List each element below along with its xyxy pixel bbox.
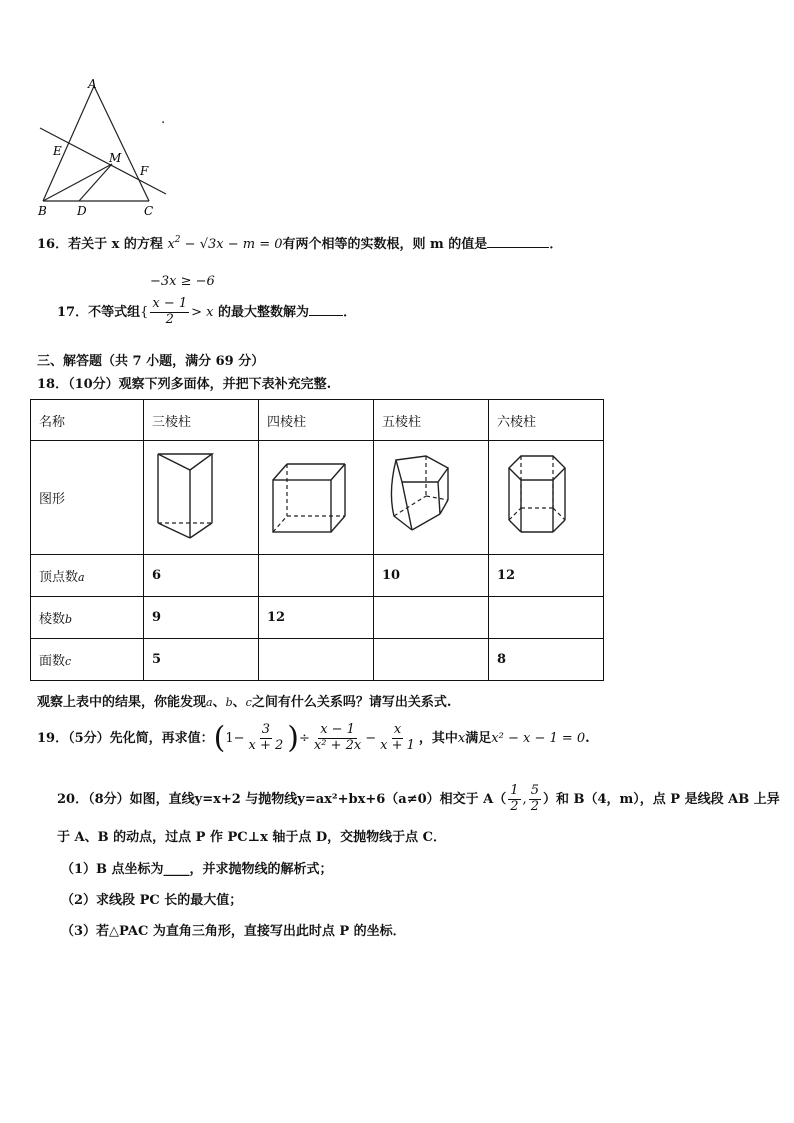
- faces-cell: 5: [144, 639, 259, 681]
- q20-part-2: （2）求线段 PC 长的最大值；: [61, 893, 243, 908]
- q17-end: ．: [343, 304, 357, 320]
- polyhedra-table: [30, 399, 604, 681]
- q20-line-2: 于 A、B 的动点，过点 P 作 PC⊥x 轴于点 D，交抛物线于点 C．: [57, 830, 447, 845]
- header-triangular-prism: 三棱柱: [144, 400, 259, 441]
- q17-text-a: 不等式组: [88, 304, 141, 320]
- q20-part-3: （3）若△PAC 为直角三角形，直接写出此时点 P 的坐标．: [61, 924, 406, 939]
- var-b: b: [65, 613, 73, 626]
- question-16: [37, 233, 562, 252]
- cell-triangular-prism: [144, 441, 259, 555]
- vertices-cell: 10: [374, 555, 489, 597]
- q16-eq-x: x: [167, 237, 175, 252]
- label-c: C: [144, 204, 154, 218]
- q17-top-inequality: −3x ≥ −6: [150, 274, 215, 289]
- segment-dm: [79, 164, 112, 201]
- q17-brace: {: [140, 304, 149, 320]
- stray-dot: .: [161, 112, 166, 127]
- header-pentagonal-prism: 五棱柱: [374, 400, 489, 441]
- q16-eq-tail: x − m = 0: [216, 237, 283, 252]
- faces-cell-blank[interactable]: [374, 639, 489, 681]
- q16-text-b: 有两个相等的实数根，则 m 的值是: [282, 237, 488, 252]
- q17-text-b: 的最大整数解为: [218, 304, 310, 320]
- q17-frac-den: 2: [165, 311, 174, 327]
- q20-text-a: 20．（8分）如图，直线y=x+2 与抛物线y=ax²+bx+6（a≠0）相交于 A（: [57, 791, 507, 807]
- q16-answer-blank[interactable]: [487, 247, 549, 248]
- label-e: E: [53, 144, 62, 158]
- edges-cell: 9: [144, 597, 259, 639]
- line-ef: [40, 128, 166, 194]
- var-c: c: [65, 655, 72, 668]
- q16-eq-exp: 2: [174, 235, 181, 245]
- label-d: D: [77, 204, 87, 218]
- question-17: [57, 297, 356, 328]
- section-heading: 三、解答题（共 7 小题，满分 69 分）: [37, 354, 265, 369]
- header-hexagonal-prism: 六棱柱: [489, 400, 604, 441]
- q18-intro: 18．（10分）观察下列多面体，并把下表补充完整.: [37, 377, 332, 392]
- pentagonal-prism-icon: [382, 446, 472, 546]
- q16-number: 16．: [37, 237, 69, 252]
- edges-cell-blank[interactable]: [489, 597, 604, 639]
- label-a: A: [88, 77, 97, 91]
- q17-number: 17．: [57, 304, 89, 320]
- edges-cell-blank[interactable]: [374, 597, 489, 639]
- cell-pentagonal-prism: [374, 441, 489, 555]
- question-20: 20．（8分）如图，直线y=x+2 与抛物线y=ax²+bx+6（a≠0）相交于 A（ $\frac{1}{2}$ , $\frac{5}{2}$ ）和 B（4，m），点 P 是线段 AB 上异: [57, 783, 780, 814]
- cube-prism-icon: [267, 446, 357, 546]
- header-quadrangular-prism: 四棱柱: [259, 400, 374, 441]
- triangular-prism-icon: [152, 446, 242, 546]
- q16-eq-root: √3: [199, 237, 217, 252]
- side-ac: [94, 86, 149, 201]
- q17-gt: > x: [191, 304, 214, 320]
- vertices-cell-blank[interactable]: [259, 555, 374, 597]
- q20-part-1: （1）B 点坐标为____，并求抛物线的解析式；: [61, 862, 333, 877]
- vertices-cell: 6: [144, 555, 259, 597]
- q18-followup: 观察上表中的结果，你能发现a、b、c之间有什么关系吗？请写出关系式.: [37, 695, 452, 710]
- cell-quadrangular-prism: [259, 441, 374, 555]
- faces-cell-blank[interactable]: [259, 639, 374, 681]
- q16-eq-mid: −: [180, 237, 200, 252]
- row-label-edges: 棱数b: [31, 597, 144, 639]
- q19-intro: 19．（5分）先化简，再求值：: [37, 730, 214, 746]
- triangle-figure: [30, 76, 180, 226]
- row-label-figure: 图形: [31, 441, 144, 555]
- vertices-cell: 12: [489, 555, 604, 597]
- q17-answer-blank[interactable]: [309, 315, 343, 316]
- segment-bm: [43, 164, 112, 201]
- edges-cell: 12: [259, 597, 374, 639]
- q16-text-a: 若关于 x 的方程: [68, 237, 163, 252]
- cell-hexagonal-prism: [489, 441, 604, 555]
- label-f: F: [140, 164, 149, 178]
- row-label-faces: 面数c: [31, 639, 144, 681]
- faces-cell: 8: [489, 639, 604, 681]
- hexagonal-prism-icon: [497, 446, 587, 546]
- q20-text-b: ）和 B（4，m），点 P 是线段 AB 上异: [542, 791, 780, 807]
- row-label-vertices: 顶点数a: [31, 555, 144, 597]
- label-m: M: [109, 151, 122, 165]
- label-b: B: [38, 204, 47, 218]
- header-name: 名称: [31, 400, 144, 441]
- question-19: 19．（5分）先化简，再求值：(1− $\frac{3}{x + 2}$ )÷ $\frac{x - 1}{\text{x² + 2x}}$ − $\frac{x}{x + 1}$ ，其中x满足x² − x − 1 = 0.: [37, 720, 590, 756]
- var-a: a: [78, 571, 85, 584]
- q16-end: ．: [549, 237, 563, 252]
- q17-frac-num: x − 1: [152, 296, 188, 311]
